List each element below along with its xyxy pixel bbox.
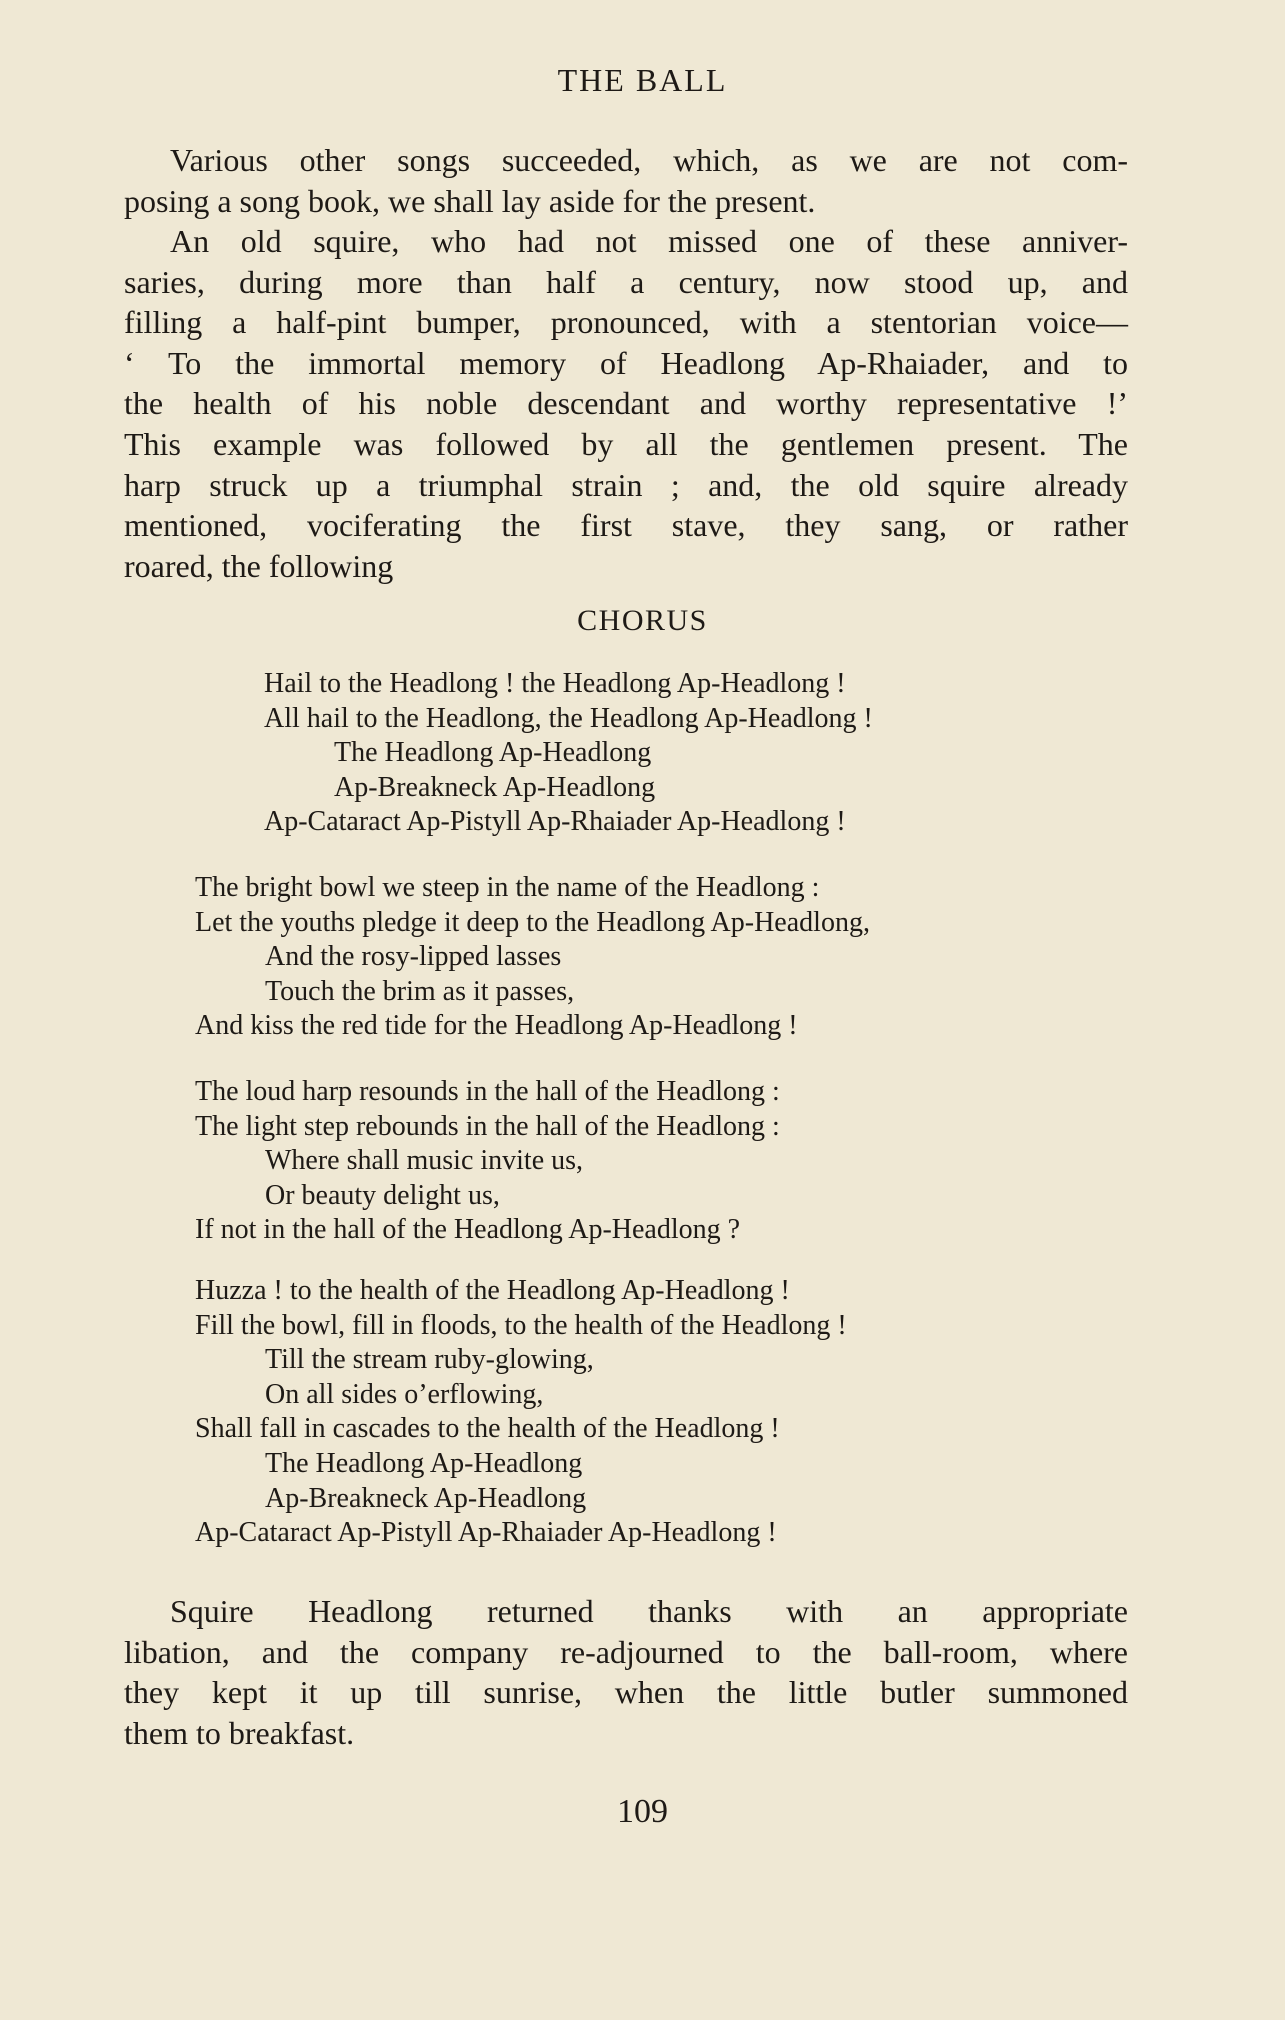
text-line: posing a song book, we shall lay aside for the present. <box>124 182 816 219</box>
verse-line: Ap-Cataract Ap-Pistyll Ap-Rhaiader Ap-Headlong ! <box>264 806 846 838</box>
running-head: THE BALL <box>557 62 728 98</box>
text-line: saries, during more than half a century, now stood up, and <box>124 263 1128 300</box>
verse-line: Where shall music invite us, <box>265 1145 584 1177</box>
verse-line: All hail to the Headlong, the Headlong Ap-Headlong ! <box>264 702 873 734</box>
verse-line: If not in the hall of the Headlong Ap-Headlong ? <box>195 1214 741 1246</box>
text-line: Squire Headlong returned thanks with an appropriate <box>170 1593 1128 1629</box>
verse-line: And the rosy-lipped lasses <box>265 941 562 973</box>
verse-line: Touch the brim as it passes, <box>265 975 575 1007</box>
verse-line: Huzza ! to the health of the Headlong Ap-Headlong ! <box>195 1275 790 1306</box>
chorus-heading: CHORUS <box>577 604 708 637</box>
paragraph-1 <box>124 140 1128 221</box>
text-line: This example was followed by all the gentlemen present. The <box>124 425 1128 462</box>
chorus-verse <box>264 667 873 840</box>
verse-line: And kiss the red tide for the Headlong Ap-Headlong ! <box>195 1010 798 1042</box>
verse-line: Fill the bowl, fill in floods, to the health of the Headlong ! <box>195 1309 847 1341</box>
verse-line: Hail to the Headlong ! the Headlong Ap-Headlong ! <box>264 668 846 699</box>
text-line: Various other songs succeeded, which, as we are not com- <box>170 142 1128 178</box>
text-line: mentioned, vociferating the first stave, they sang, or rather <box>124 507 1128 544</box>
verse-line: Ap-Breakneck Ap-Headlong <box>265 1482 587 1514</box>
text-line: roared, the following <box>124 547 394 584</box>
text-line: harp struck up a triumphal strain ; and, the old squire already <box>124 466 1128 503</box>
text-line: them to breakfast. <box>124 1714 355 1751</box>
stanza-1 <box>195 871 870 1044</box>
text-line: they kept it up till sunrise, when the little butler summoned <box>124 1674 1128 1711</box>
stanza-2 <box>195 1075 780 1248</box>
verse-line: The bright bowl we steep in the name of the Headlong : <box>195 872 820 903</box>
verse-line: Shall fall in cascades to the health of the Headlong ! <box>195 1413 780 1445</box>
paragraph-2 <box>124 221 1128 586</box>
text-line: libation, and the company re-adjourned to the ball-room, where <box>124 1633 1128 1670</box>
verse-line: Or beauty delight us, <box>265 1179 500 1211</box>
verse-line: Ap-Cataract Ap-Pistyll Ap-Rhaiader Ap-Headlong ! <box>195 1517 777 1549</box>
verse-line: The Headlong Ap-Headlong <box>334 737 652 769</box>
verse-line: The Headlong Ap-Headlong <box>265 1447 583 1479</box>
page-number: 109 <box>617 1793 668 1830</box>
verse-line: Let the youths pledge it deep to the Headlong Ap-Headlong, <box>195 906 870 938</box>
text-line: filling a half-pint bumper, pronounced, with a stentorian voice— <box>124 304 1128 341</box>
verse-line: The loud harp resounds in the hall of the Headlong : <box>195 1076 780 1107</box>
verse-line: Till the stream ruby-glowing, <box>265 1344 594 1376</box>
text-line: the health of his noble descendant and worthy representative !’ <box>124 385 1128 422</box>
verse-line: Ap-Breakneck Ap-Headlong <box>334 771 656 803</box>
stanza-3 <box>195 1274 847 1551</box>
paragraph-3 <box>124 1591 1128 1753</box>
text-line: An old squire, who had not missed one of these anniver- <box>170 223 1128 259</box>
verse-line: On all sides o’erflowing, <box>265 1378 544 1410</box>
text-line: ‘ To the immortal memory of Headlong Ap-Rhaiader, and to <box>124 344 1128 381</box>
verse-line: The light step rebounds in the hall of the Headlong : <box>195 1110 780 1142</box>
